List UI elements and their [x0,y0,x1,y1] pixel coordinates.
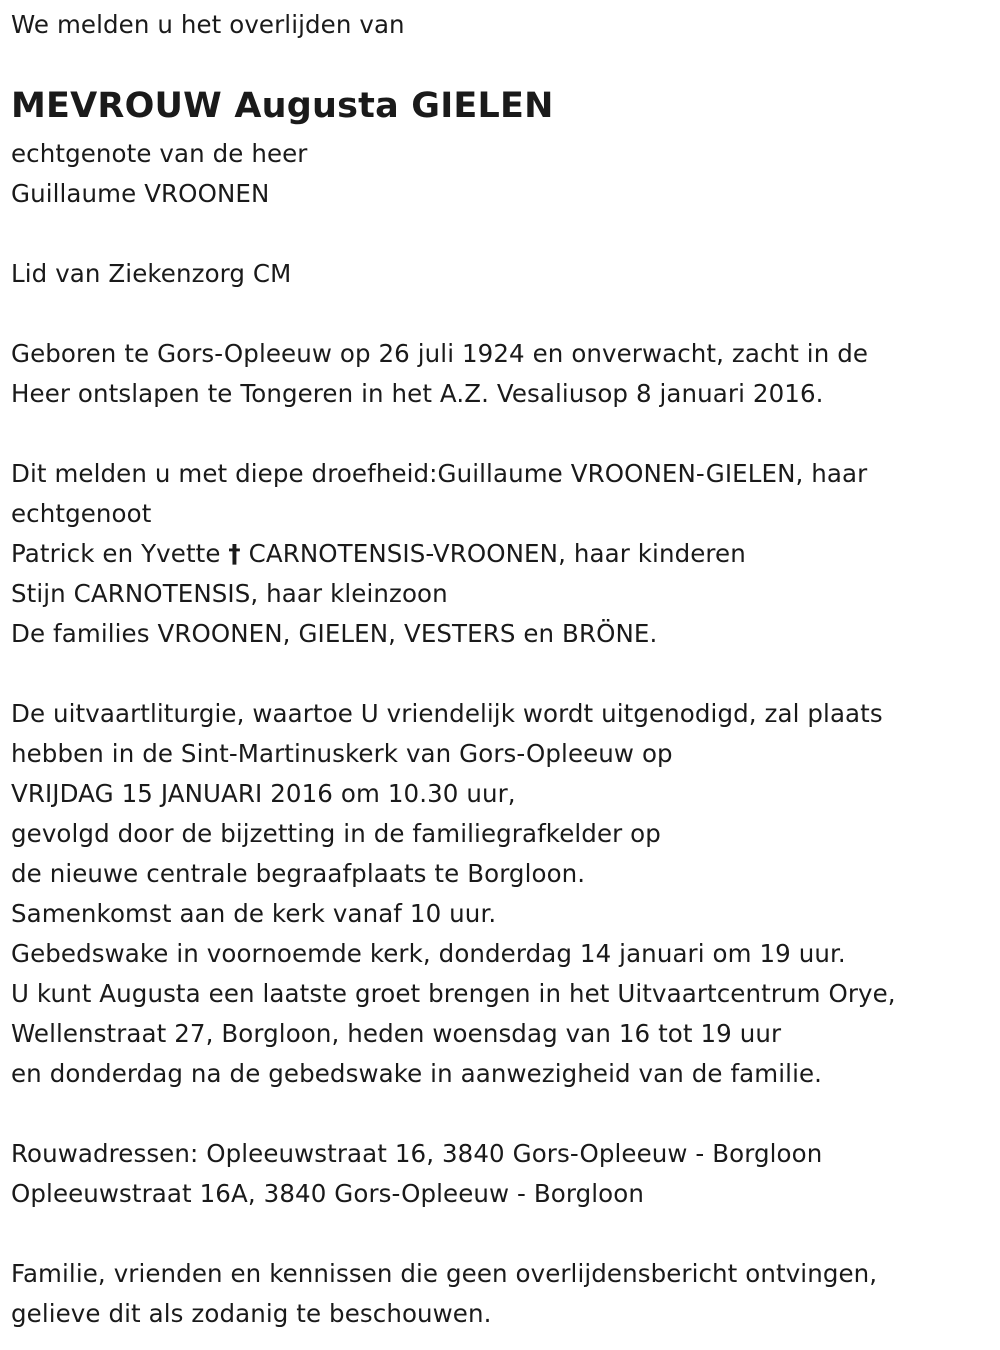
closing-line-2: gelieve dit als zodanig te beschouwen. [11,1299,492,1328]
spacer [11,1214,991,1254]
spacer [11,214,991,254]
funeral-line: en donderdag na de gebedswake in aanwezigheid van de familie. [11,1059,823,1088]
family-line-1: Dit melden u met diepe droefheid:Guillaume VROONEN-GIELEN, haar [11,459,868,488]
death-notice [11,5,991,1334]
funeral-line: Gebedswake in voornoemde kerk, donderdag 14 januari om 19 uur. [11,939,846,968]
family-line-5: De families VROONEN, GIELEN, VESTERS en BRÖNE. [11,619,658,648]
funeral-line: VRIJDAG 15 JANUARI 2016 om 10.30 uur, [11,779,516,808]
closing-line-1: Familie, vrienden en kennissen die geen overlijdensbericht ontvingen, [11,1259,878,1288]
funeral-line: Wellenstraat 27, Borgloon, heden woensdag van 16 tot 19 uur [11,1019,782,1048]
family-children-names: Patrick en Yvette [11,539,221,568]
spouse-line-2: Guillaume VROONEN [11,179,270,208]
membership-text: Lid van Ziekenzorg CM [11,259,292,288]
funeral-line: hebben in de Sint-Martinuskerk van Gors-Opleeuw op [11,739,673,768]
intro-text: We melden u het overlijden van [11,10,405,39]
funeral-line: gevolgd door de bijzetting in de familiegrafkelder op [11,819,661,848]
family-line-4: Stijn CARNOTENSIS, haar kleinzoon [11,579,448,608]
family-children-surname: CARNOTENSIS-VROONEN, haar kinderen [248,539,746,568]
spacer [11,414,991,454]
funeral-line: Samenkomst aan de kerk vanaf 10 uur. [11,899,497,928]
birth-death-line-1: Geboren te Gors-Opleeuw op 26 juli 1924 en onverwacht, zacht in de [11,339,869,368]
cross-icon: † [228,539,241,568]
spacer [11,1094,991,1134]
birth-death-line-2: Heer ontslapen te Tongeren in het A.Z. Vesaliusop 8 januari 2016. [11,379,824,408]
family-line-2: echtgenoot [11,499,152,528]
spacer [11,654,991,694]
funeral-line: De uitvaartliturgie, waartoe U vriendelijk wordt uitgenodigd, zal plaats [11,699,883,728]
family-line-3 [11,534,991,574]
address-line-2: Opleeuwstraat 16A, 3840 Gors-Opleeuw - Borgloon [11,1179,644,1208]
spouse-line-1: echtgenote van de heer [11,139,308,168]
funeral-line: de nieuwe centrale begraafplaats te Borgloon. [11,859,586,888]
funeral-line: U kunt Augusta een laatste groet brengen in het Uitvaartcentrum Orye, [11,979,896,1008]
address-line-1: Rouwadressen: Opleeuwstraat 16, 3840 Gors-Opleeuw - Borgloon [11,1139,823,1168]
spacer [11,294,991,334]
deceased-name-title: MEVROUW Augusta GIELEN [11,86,554,126]
